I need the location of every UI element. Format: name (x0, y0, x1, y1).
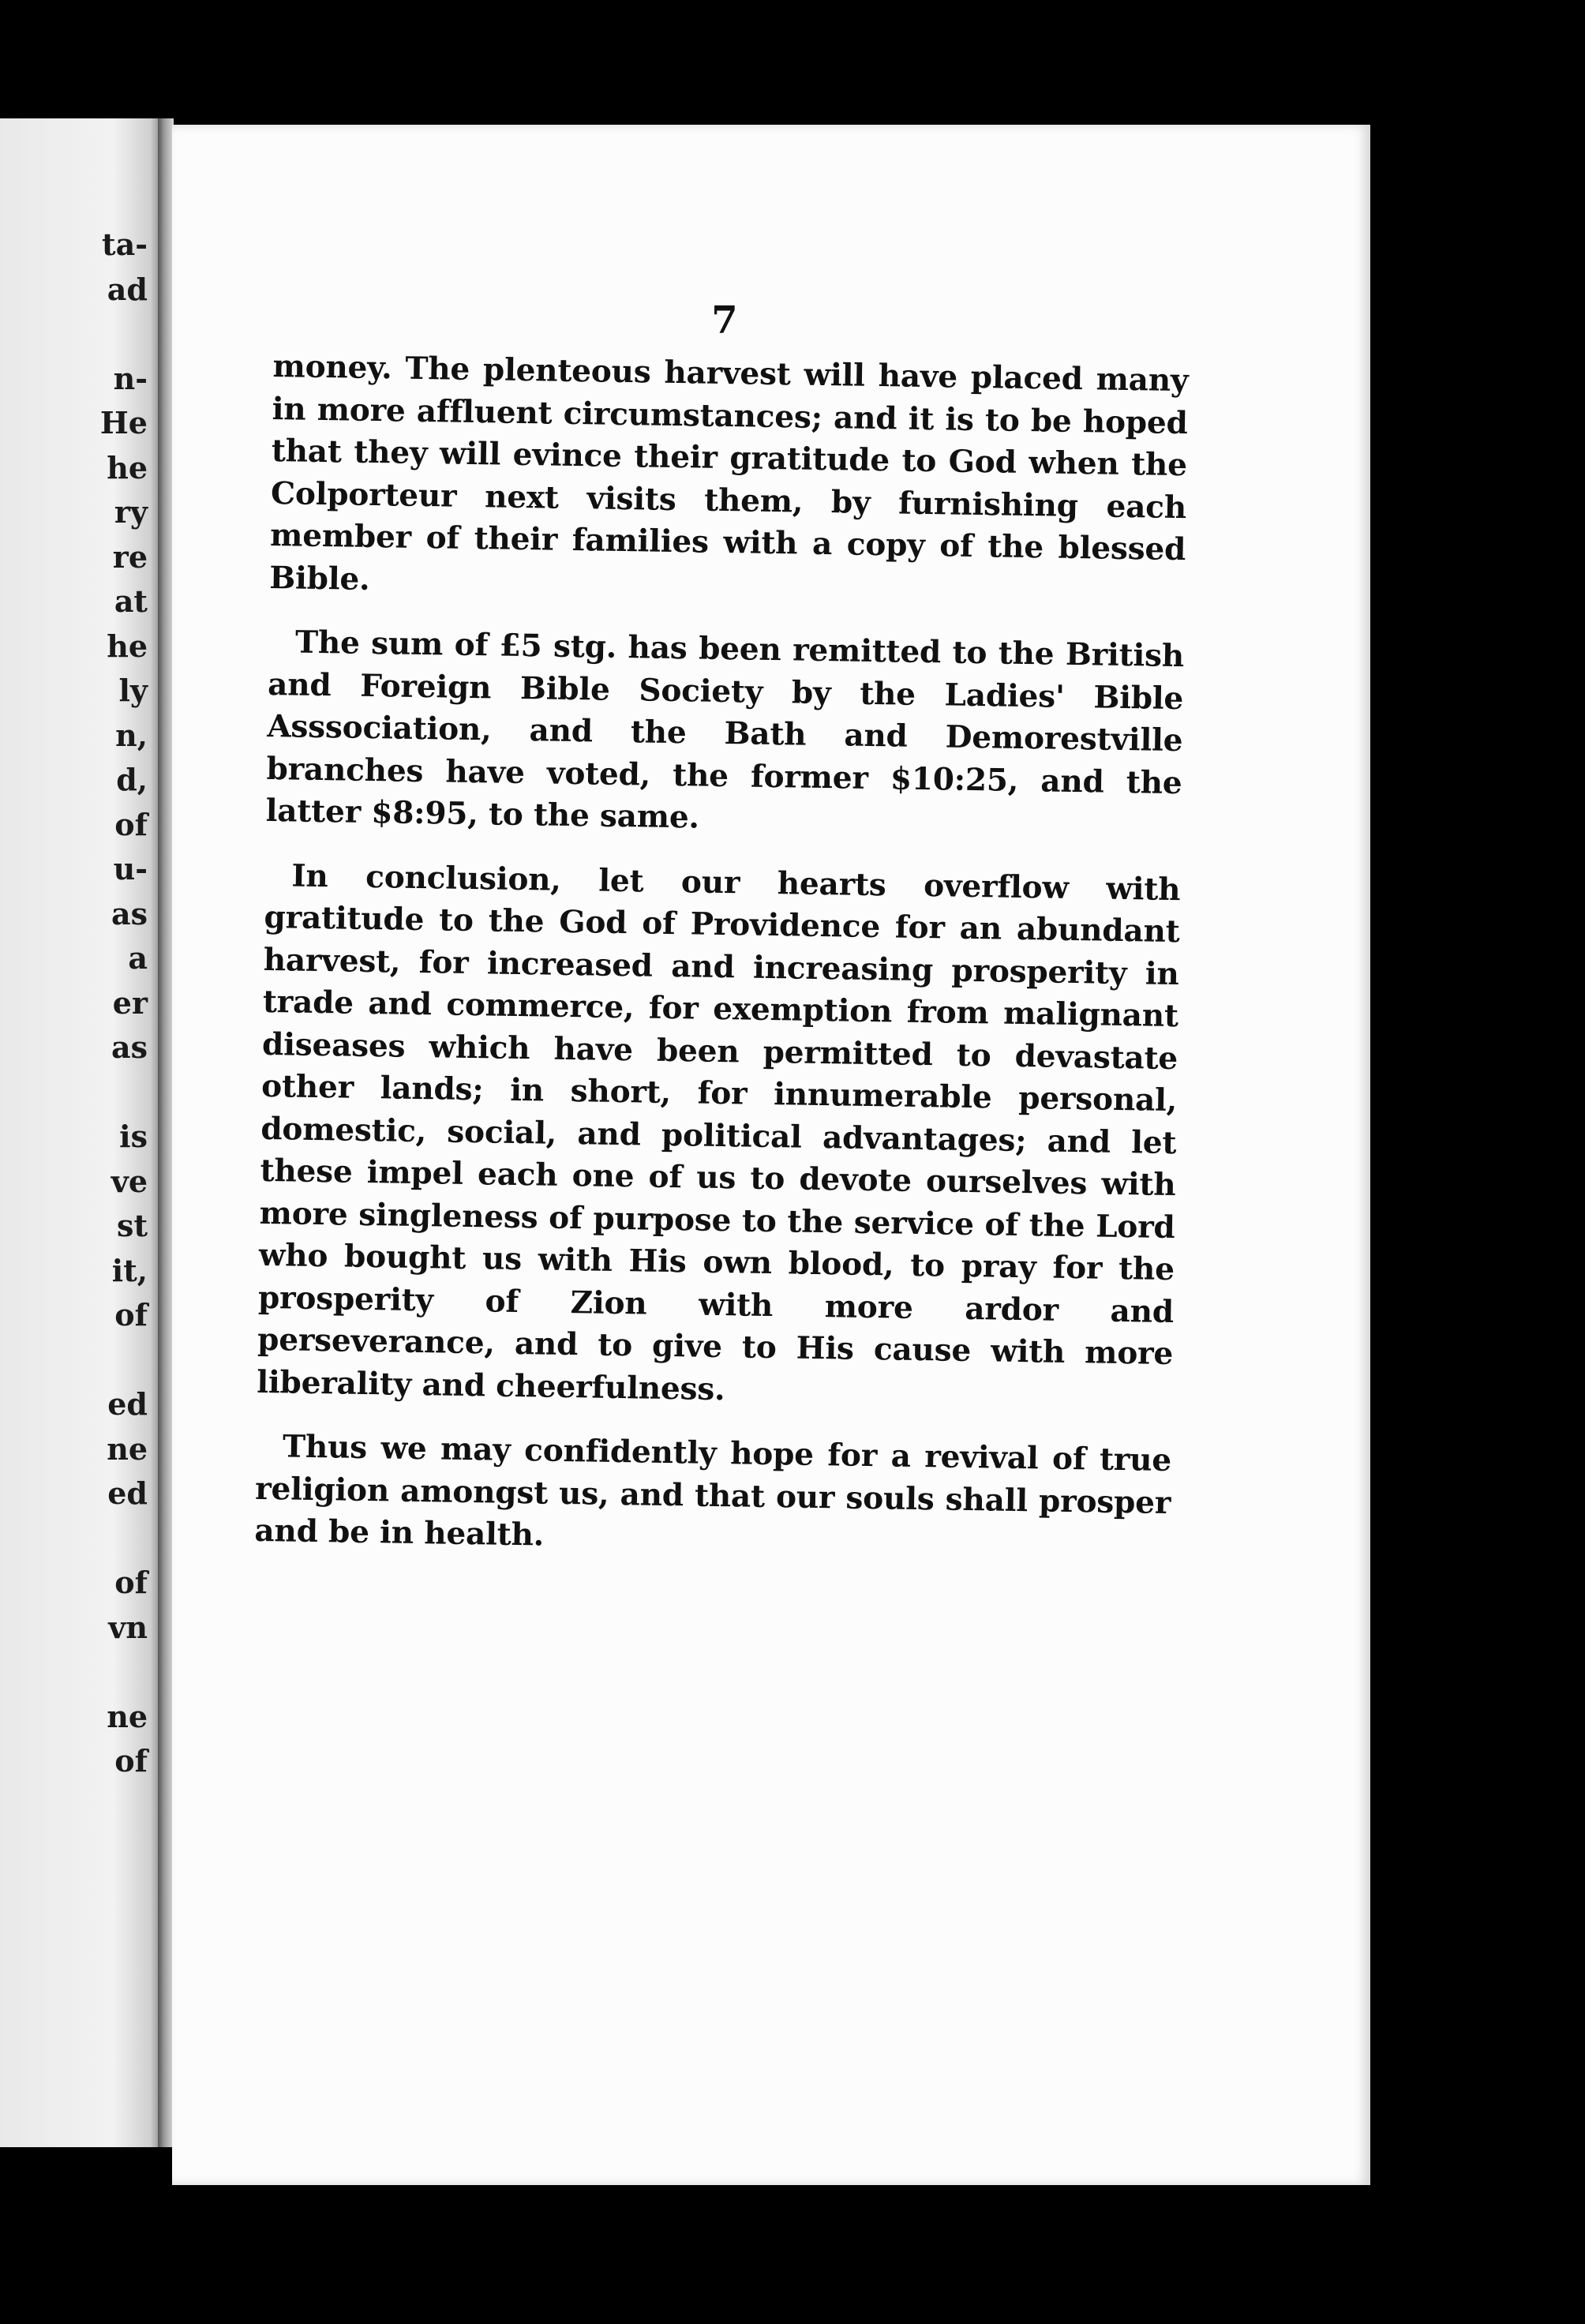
previous-page-fragment: of (114, 806, 148, 842)
previous-page-fragment: ve (111, 1163, 148, 1199)
previous-page-fragment: er (112, 984, 148, 1021)
previous-page-fragment: ta- (102, 227, 148, 262)
previous-page-fragment: n, (115, 717, 148, 753)
previous-page-fragment: re (112, 538, 148, 575)
previous-page-edge (0, 118, 162, 2147)
previous-page-fragment: ed (107, 1475, 148, 1511)
previous-page-fragment: of (114, 1743, 148, 1779)
previous-page-fragment: as (111, 1029, 148, 1065)
paragraph-4: Thus we may confidently hope for a revival of true religion amongst us, and that our souls shall prosper and be in health. (254, 1428, 1172, 1554)
previous-page-fragment: of (114, 1297, 148, 1333)
previous-page-fragment: ne (107, 1698, 148, 1734)
previous-page-fragment: st (117, 1208, 148, 1243)
previous-page-fragment: of (114, 1565, 148, 1600)
previous-page-fragment: it, (111, 1252, 148, 1288)
previous-page-fragment: He (99, 405, 148, 440)
previous-page-fragment: is (119, 1119, 148, 1154)
previous-page-fragment: he (107, 449, 148, 485)
page-number: 7 (711, 298, 738, 343)
previous-page-fragment: a (128, 940, 148, 976)
previous-page-fragment: ed (107, 1386, 148, 1422)
paragraph-2: The sum of £5 stg. has been remitted to the British and Foreign Bible Society by the Ladies' Bible Asssociation, and the Bath and Demorestville branches have voted, the former $10:25, and the latter $8:95, to the same. (265, 624, 1185, 836)
previous-page-fragment: vn (108, 1609, 148, 1645)
paragraph-1: money. The plenteous harvest will have placed many in more affluent circumstances; and it is to be hoped that they will evince their gratitude to God when the Colporteur next visits them, by furnishing each member of their families with a copy of the blessed Bible. (269, 347, 1189, 598)
previous-page-fragment: ly (118, 673, 148, 708)
previous-page-fragment: u- (113, 851, 148, 886)
paragraph-3: In conclusion, let our hearts overflow with gratitude to the God of Providence for an abundant harvest, for increased and increasing prosperity in trade and commerce, for exemption from malignant diseases which have been permitted to devastate other lands; in short, for innumerable personal, domestic, social, and political advantages; and let these impel each one of us to devote ourselves with more singleness of purpose to the service of the Lord who bought us with His own blood, to pray for the prosperity of Zion with more ardor and perseverance, and to give to His cause with more liberality and cheerfulness. (257, 857, 1181, 1408)
previous-page-fragment: n- (113, 360, 148, 396)
document-page (172, 125, 1370, 2185)
previous-page-fragment: ad (107, 271, 148, 307)
previous-page-fragment: d, (116, 762, 148, 797)
previous-page-fragment: at (114, 583, 148, 619)
previous-page-fragment: as (111, 895, 148, 931)
body-text (254, 346, 1189, 1589)
book-gutter (158, 118, 174, 2147)
previous-page-fragment: he (107, 628, 148, 664)
previous-page-fragment: ry (114, 494, 148, 530)
previous-page-fragment: ne (107, 1430, 148, 1467)
